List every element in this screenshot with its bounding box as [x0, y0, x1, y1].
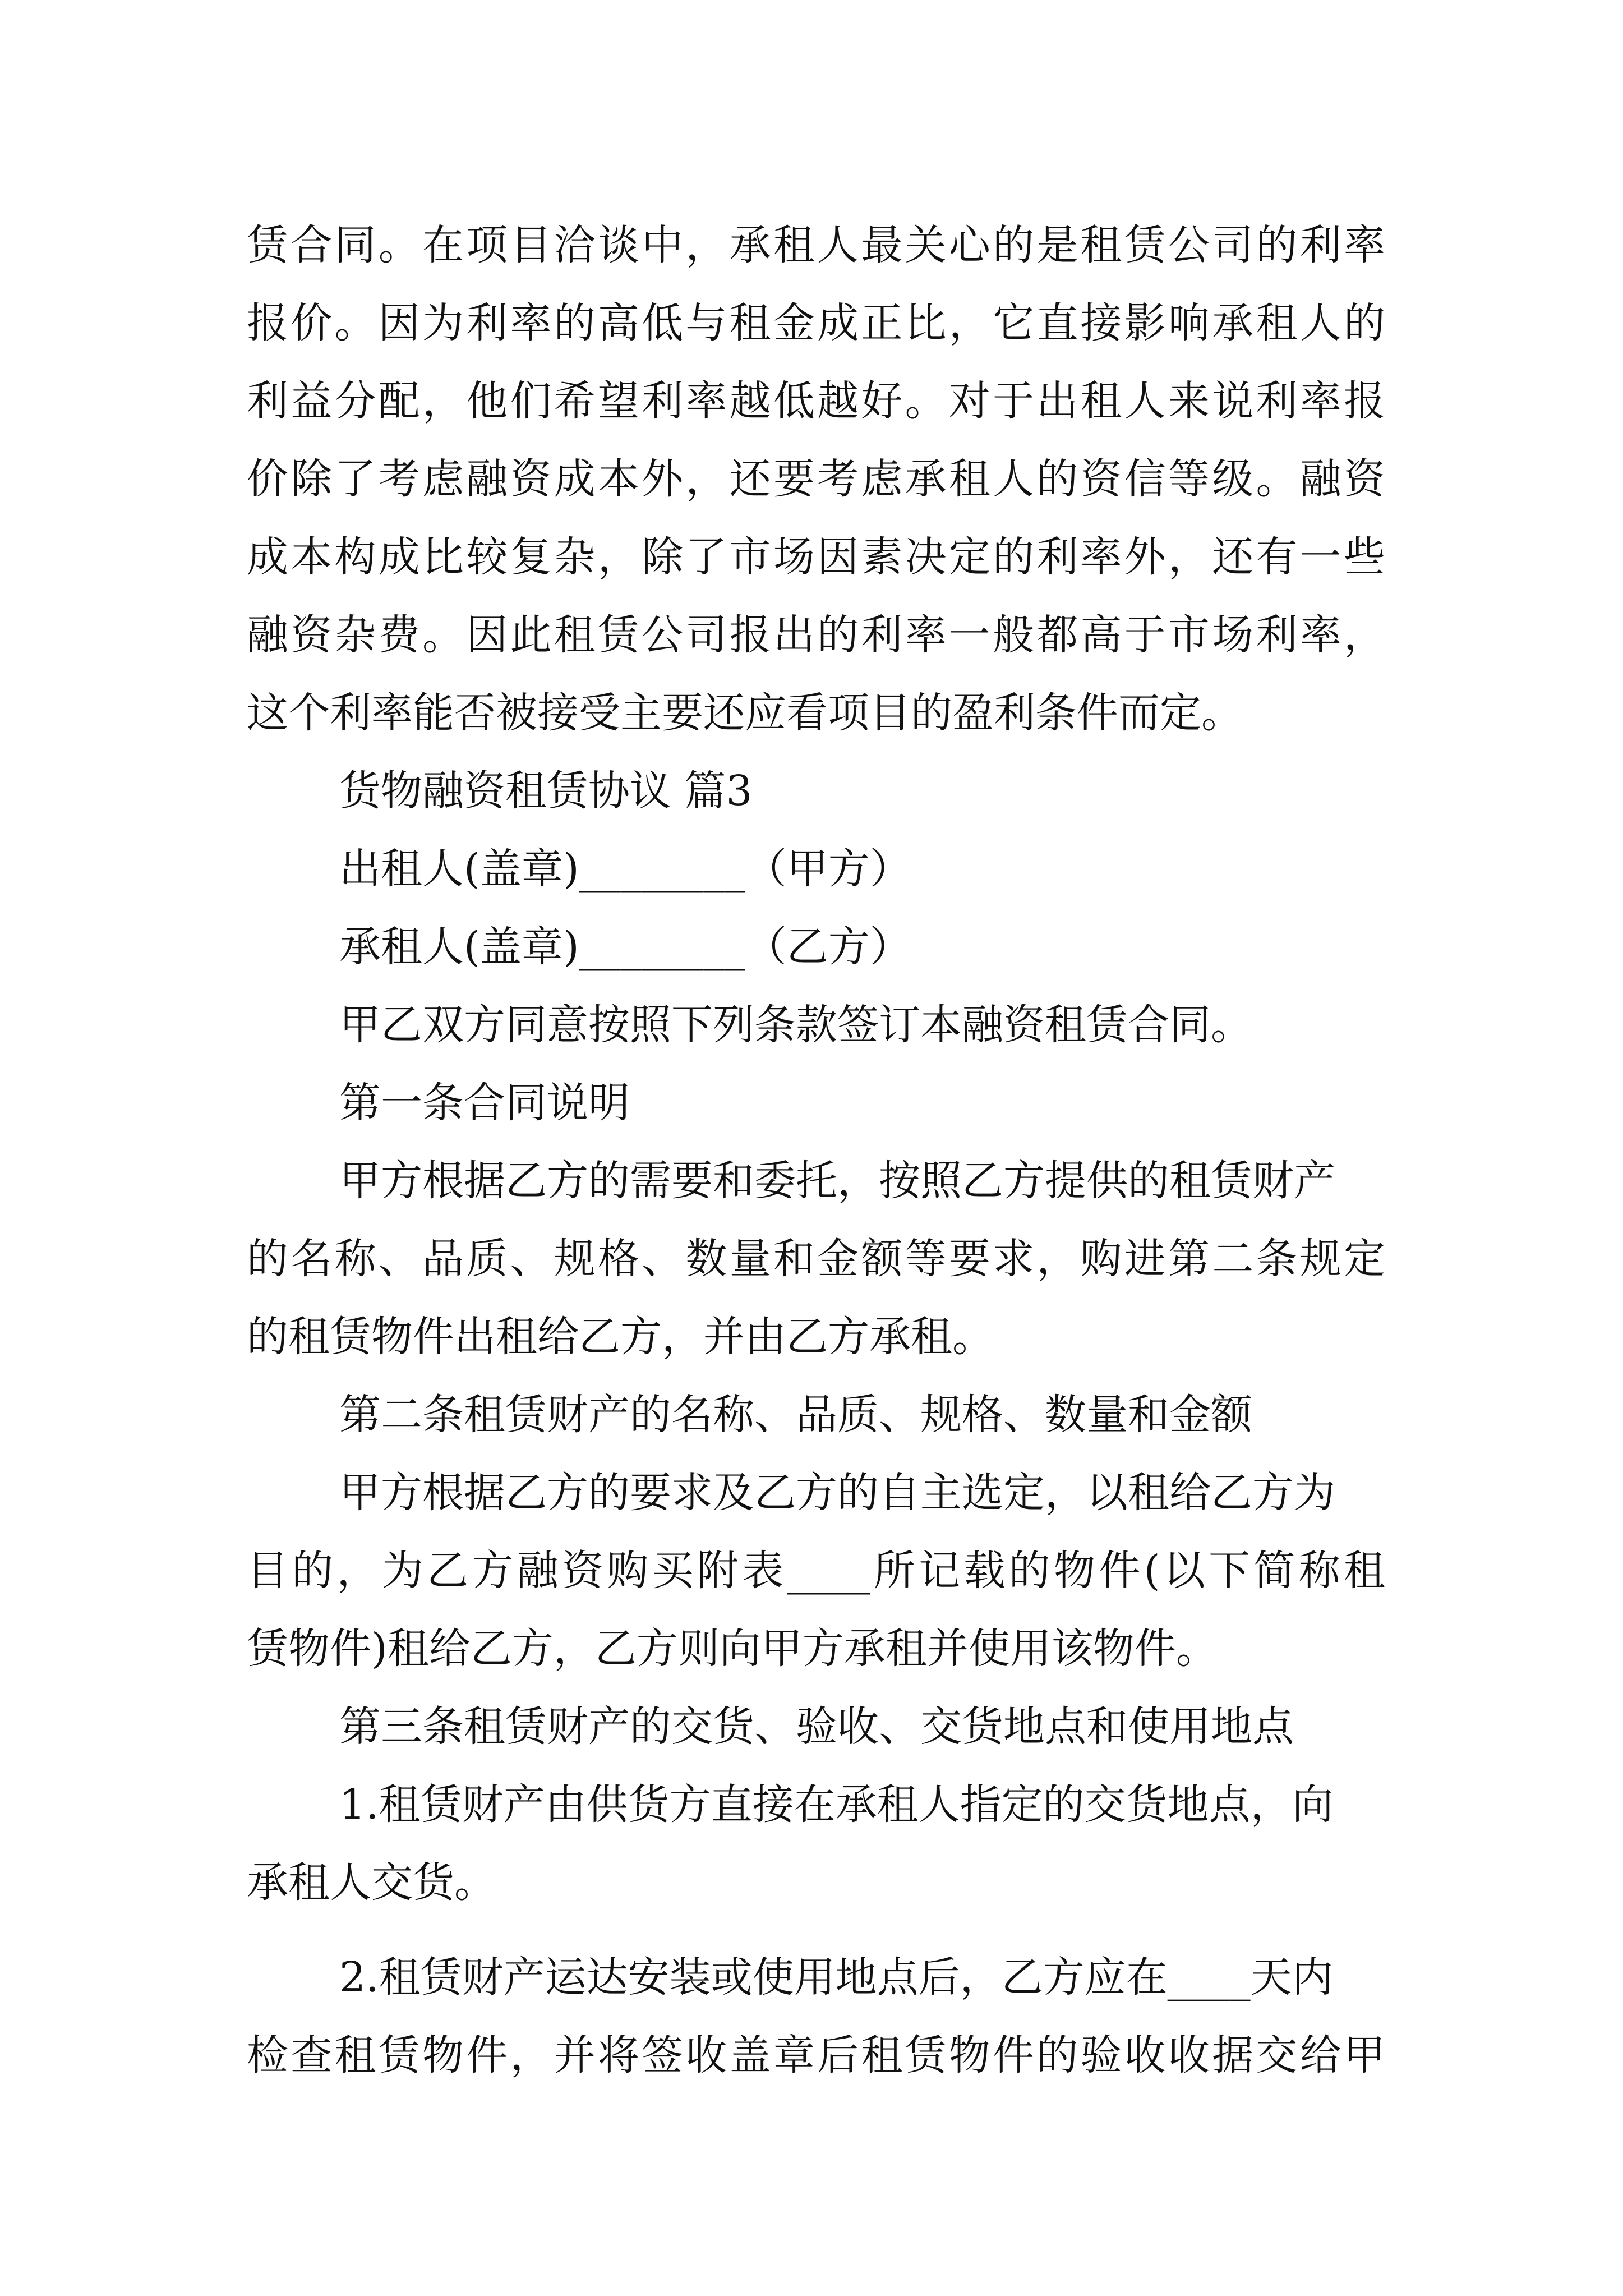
body-line: 赁合同。在项目洽谈中，承租人最关心的是租赁公司的利率 [247, 221, 1385, 269]
body-line: 目的，为乙方融资购买附表____所记载的物件(以下简称租 [247, 1547, 1385, 1595]
lessee-signature-line: 承租人(盖章)________（乙方） [339, 923, 911, 971]
agreement-statement: 甲乙双方同意按照下列条款签订本融资租赁合同。 [339, 1001, 1252, 1049]
body-line: 甲方根据乙方的需要和委托，按照乙方提供的租赁财产 [339, 1157, 1335, 1205]
body-line: 报价。因为利率的高低与租金成正比，它直接影响承租人的 [247, 299, 1385, 347]
body-line: 甲方根据乙方的要求及乙方的自主选定，以租给乙方为 [339, 1469, 1335, 1517]
body-line: 这个利率能否被接受主要还应看项目的盈利条件而定。 [247, 689, 1243, 737]
body-line: 的租赁物件出租给乙方，并由乙方承租。 [247, 1313, 994, 1361]
body-line: 融资杂费。因此租赁公司报出的利率一般都高于市场利率， [247, 611, 1385, 659]
lessor-signature-line: 出租人(盖章)________（甲方） [339, 845, 911, 893]
article-1-heading: 第一条合同说明 [339, 1079, 630, 1127]
body-line: 价除了考虑融资成本外，还要考虑承租人的资信等级。融资 [247, 455, 1385, 503]
body-line: 承租人交货。 [247, 1858, 496, 1907]
clause-item: 1.租赁财产由供货方直接在承租人指定的交货地点，向 [339, 1780, 1334, 1829]
document-body [247, 206, 1385, 2095]
body-line: 检查租赁物件，并将签收盖章后租赁物件的验收收据交给甲 [247, 2031, 1385, 2079]
article-2-heading: 第二条租赁财产的名称、品质、规格、数量和金额 [339, 1391, 1252, 1439]
body-line: 赁物件)租给乙方，乙方则向甲方承租并使用该物件。 [247, 1625, 1218, 1673]
section-heading: 货物融资租赁协议 篇3 [339, 767, 753, 815]
article-3-heading: 第三条租赁财产的交货、验收、交货地点和使用地点 [339, 1703, 1294, 1751]
body-line: 的名称、品质、规格、数量和金额等要求，购进第二条规定 [247, 1235, 1385, 1283]
body-line: 利益分配，他们希望利率越低越好。对于出租人来说利率报 [247, 377, 1385, 425]
paragraph-spacer [247, 1922, 1385, 1939]
body-line: 成本构成比较复杂，除了市场因素决定的利率外，还有一些 [247, 533, 1385, 581]
clause-item: 2.租赁财产运达安装或使用地点后，乙方应在____天内 [339, 1953, 1334, 2001]
